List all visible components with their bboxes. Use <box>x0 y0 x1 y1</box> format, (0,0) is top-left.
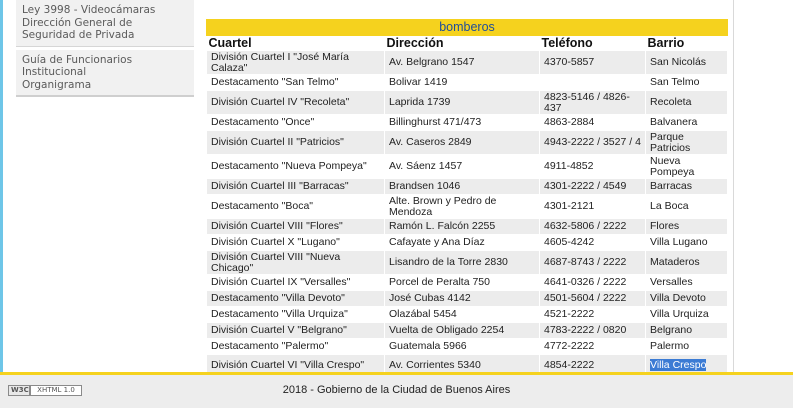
cell-barrio: Barracas <box>646 179 728 195</box>
copyright-text: 2018 - Gobierno de la Ciudad de Buenos Aires <box>282 384 511 396</box>
cell-direccion: Av. Sáenz 1457 <box>385 155 540 179</box>
cell-barrio: Nueva Pompeya <box>646 155 728 179</box>
cell-barrio: Balvanera <box>646 115 728 131</box>
cell-cuartel: División Cuartel I "José María Calaza" <box>207 51 385 75</box>
cell-telefono: 4863-2884 <box>540 115 646 131</box>
cell-barrio: La Boca <box>646 195 728 219</box>
table-row <box>207 51 728 75</box>
cell-telefono: 4783-2222 / 0820 <box>540 323 646 339</box>
cell-barrio: San Nicolás <box>646 51 728 75</box>
cell-direccion: Laprida 1739 <box>385 91 540 115</box>
sidebar-bottom-group <box>16 50 194 98</box>
cell-direccion: Olazábal 5454 <box>385 307 540 323</box>
cell-telefono: 4772-2222 <box>540 339 646 355</box>
cell-cuartel: División Cuartel IV "Recoleta" <box>207 91 385 115</box>
w3c-badge[interactable]: W3C <box>8 385 30 396</box>
table-row <box>207 195 728 219</box>
cell-cuartel: División Cuartel II "Patricios" <box>207 131 385 155</box>
selected-text-villa-crespo[interactable]: Villa Crespo <box>650 359 707 372</box>
cell-cuartel: Destacamento "Palermo" <box>207 339 385 355</box>
cell-telefono: 4641-0326 / 2222 <box>540 275 646 291</box>
table-row <box>207 235 728 251</box>
table-row <box>207 131 728 155</box>
table-row <box>207 291 728 307</box>
cell-direccion: Guatemala 5966 <box>385 339 540 355</box>
table-row <box>207 323 728 339</box>
table-row <box>207 339 728 355</box>
cell-barrio: Recoleta <box>646 91 728 115</box>
cell-direccion: Vuelta de Obligado 2254 <box>385 323 540 339</box>
cell-direccion: Billinghurst 471/473 <box>385 115 540 131</box>
bomberos-table-section <box>206 19 728 377</box>
table-row <box>207 275 728 291</box>
bomberos-table <box>206 36 728 377</box>
table-body <box>207 51 728 377</box>
cell-direccion: Av. Corrientes 5340 <box>385 355 540 377</box>
table-title: bomberos <box>206 19 728 36</box>
cell-cuartel: Destacamento "Villa Devoto" <box>207 291 385 307</box>
cell-cuartel: Destacamento "Boca" <box>207 195 385 219</box>
cell-barrio: Villa Devoto <box>646 291 728 307</box>
cell-cuartel: División Cuartel V "Belgrano" <box>207 323 385 339</box>
cell-telefono: 4521-2222 <box>540 307 646 323</box>
table-row <box>207 91 728 115</box>
cell-telefono: 4605-4242 <box>540 235 646 251</box>
table-header-row <box>207 36 728 51</box>
cell-cuartel: División Cuartel IX "Versalles" <box>207 275 385 291</box>
cell-telefono: 4687-8743 / 2222 <box>540 251 646 275</box>
cell-telefono: 4370-5857 <box>540 51 646 75</box>
cell-direccion: Porcel de Peralta 750 <box>385 275 540 291</box>
sidebar-link-organigrama[interactable]: Organigrama <box>22 78 92 91</box>
cell-cuartel: Destacamento "San Telmo" <box>207 75 385 91</box>
sidebar-link-institucional[interactable]: Institucional <box>22 66 87 78</box>
cell-telefono: 4911-4852 <box>540 155 646 179</box>
table-row <box>207 307 728 323</box>
cell-telefono: 4823-5146 / 4826-437 <box>540 91 646 115</box>
cell-telefono: 4301-2222 / 4549 <box>540 179 646 195</box>
cell-direccion: Bolivar 1419 <box>385 75 540 91</box>
cell-direccion: Brandsen 1046 <box>385 179 540 195</box>
sidebar-link-seguridad-privada[interactable]: Dirección General de Seguridad de Privada <box>22 16 135 41</box>
cell-cuartel: División Cuartel X "Lugano" <box>207 235 385 251</box>
cell-direccion: Lisandro de la Torre 2830 <box>385 251 540 275</box>
cell-cuartel: Destacamento "Villa Urquiza" <box>207 307 385 323</box>
page-left-border <box>0 0 3 408</box>
cell-barrio: Mataderos <box>646 251 728 275</box>
header-barrio: Barrio <box>646 36 728 51</box>
sidebar-top-group <box>16 0 194 47</box>
cell-direccion: Alte. Brown y Pedro de Mendoza <box>385 195 540 219</box>
sidebar-link-guia-funcionarios[interactable]: Guía de Funcionarios <box>22 53 133 66</box>
cell-barrio: Villa Urquiza <box>646 307 728 323</box>
table-row <box>207 179 728 195</box>
xhtml-badge[interactable]: XHTML 1.0 <box>30 385 82 396</box>
table-row <box>207 75 728 91</box>
cell-telefono: 4501-5604 / 2222 <box>540 291 646 307</box>
cell-direccion: José Cubas 4142 <box>385 291 540 307</box>
sidebar-link-ley-videocamaras[interactable]: Ley 3998 - Videocámaras <box>22 4 156 16</box>
cell-barrio: Belgrano <box>646 323 728 339</box>
cell-telefono: 4854-2222 <box>540 355 646 377</box>
cell-cuartel: División Cuartel VI "Villa Crespo" <box>207 355 385 377</box>
cell-telefono <box>540 75 646 91</box>
cell-direccion: Av. Caseros 2849 <box>385 131 540 155</box>
cell-cuartel: División Cuartel VIII "Nueva Chicago" <box>207 251 385 275</box>
cell-telefono: 4301-2121 <box>540 195 646 219</box>
cell-cuartel: División Cuartel III "Barracas" <box>207 179 385 195</box>
cell-cuartel: División Cuartel VIII "Flores" <box>207 219 385 235</box>
header-telefono: Teléfono <box>540 36 646 51</box>
cell-telefono: 4632-5806 / 2222 <box>540 219 646 235</box>
cell-direccion: Cafayate y Ana Díaz <box>385 235 540 251</box>
cell-barrio: Flores <box>646 219 728 235</box>
content-right-border <box>733 0 734 372</box>
header-cuartel: Cuartel <box>207 36 385 51</box>
cell-direccion: Ramón L. Falcón 2255 <box>385 219 540 235</box>
header-direccion: Dirección <box>385 36 540 51</box>
cell-barrio: Parque Patricios <box>646 131 728 155</box>
footer <box>0 375 793 408</box>
cell-telefono: 4943-2222 / 3527 / 4 <box>540 131 646 155</box>
table-row <box>207 155 728 179</box>
table-row <box>207 219 728 235</box>
cell-cuartel: Destacamento "Once" <box>207 115 385 131</box>
cell-direccion: Av. Belgrano 1547 <box>385 51 540 75</box>
table-row <box>207 115 728 131</box>
cell-barrio: Villa Lugano <box>646 235 728 251</box>
sidebar <box>16 0 194 97</box>
cell-barrio: Palermo <box>646 339 728 355</box>
cell-cuartel: Destacamento "Nueva Pompeya" <box>207 155 385 179</box>
cell-barrio: Versalles <box>646 275 728 291</box>
table-row <box>207 251 728 275</box>
cell-barrio: San Telmo <box>646 75 728 91</box>
